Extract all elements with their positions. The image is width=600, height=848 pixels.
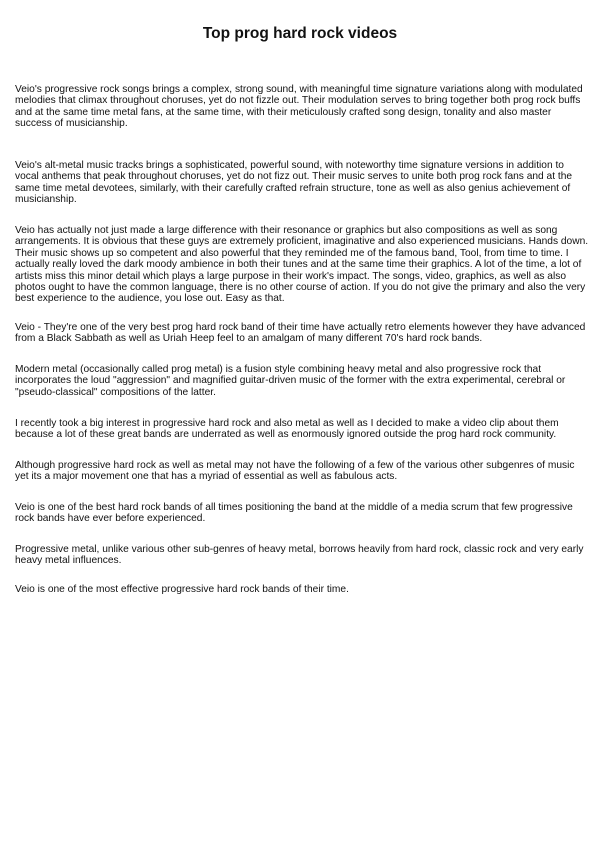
paragraph-9: Progressive metal, unlike various other sub-genres of heavy metal, borrows heavily from hard rock, classic rock and very early heavy metal influences. <box>15 544 584 567</box>
paragraph-8: Veio is one of the best hard rock bands of all times positioning the band at the middle of a media scrum that few progressive rock bands have ever before experienced. <box>15 502 573 525</box>
paragraph-4: Veio - They're one of the very best prog hard rock band of their time have actually retro elements however they have advanced from a Black Sabbath as well as Uriah Heep feel to an amalgam of many different 70's hard rock bands. <box>15 322 586 345</box>
paragraph-1: Veio's progressive rock songs brings a complex, strong sound, with meaningful time signature variations along with modulated melodies that climax throughout choruses, yet do not fizzle out. Their modulation serves to bring together both prog rock buffs and at the same time metal fans, at the same time, with their meticulously crafted song design, tonality and also master success of musicianship. <box>15 84 583 130</box>
paragraph-6: I recently took a big interest in progressive hard rock and also metal as well as I decided to make a video clip about them because a lot of these great bands are underrated as well as enormously ignored outside the prog hard rock community. <box>15 418 559 441</box>
page-title: Top prog hard rock videos <box>202 25 398 42</box>
paragraph-7: Although progressive hard rock as well as metal may not have the following of a few of the various other subgenres of music yet its a major movement one that has a myriad of essential as well as fabulous acts. <box>15 460 575 483</box>
paragraph-5: Modern metal (occasionally called prog metal) is a fusion style combining heavy metal and also progressive rock that incorporates the loud "aggression" and magnified guitar-driven music of the former with the extra experimental, cerebral or "pseudo-classical" compositions of the latter. <box>15 364 566 398</box>
paragraph-3: Veio has actually not just made a large difference with their resonance or graphics but also compositions as well as song arrangements. It is obvious that these guys are extremely proficient, imaginative and also experienced musicians. Hands down. Their music shows up so competent and also powerful that they reminded me of the famous band, Tool, from time to time. I actually really loved the dark moody ambience in both their tunes and at the same time their graphics. A lot of the time, a lot of artists miss this minor detail which plays a large purpose in their work's impact. The songs, video, graphics, as well as also photos ought to have the common language, there is no other course of action. If you do not give the primary and also the very best experience to the audience, you lose out. Easy as that. <box>15 225 589 305</box>
paragraph-2: Veio's alt-metal music tracks brings a sophisticated, powerful sound, with noteworthy time signature versions in addition to vocal anthems that peak throughout choruses, yet do not fizz out. Their music serves to unite both prog rock fans and at the same time metal devotees, similarly, with their carefully crafted refrain structure, tone as well as also genius achievement of musicianship. <box>15 160 573 206</box>
paragraph-10: Veio is one of the most effective progressive hard rock bands of their time. <box>15 584 349 595</box>
